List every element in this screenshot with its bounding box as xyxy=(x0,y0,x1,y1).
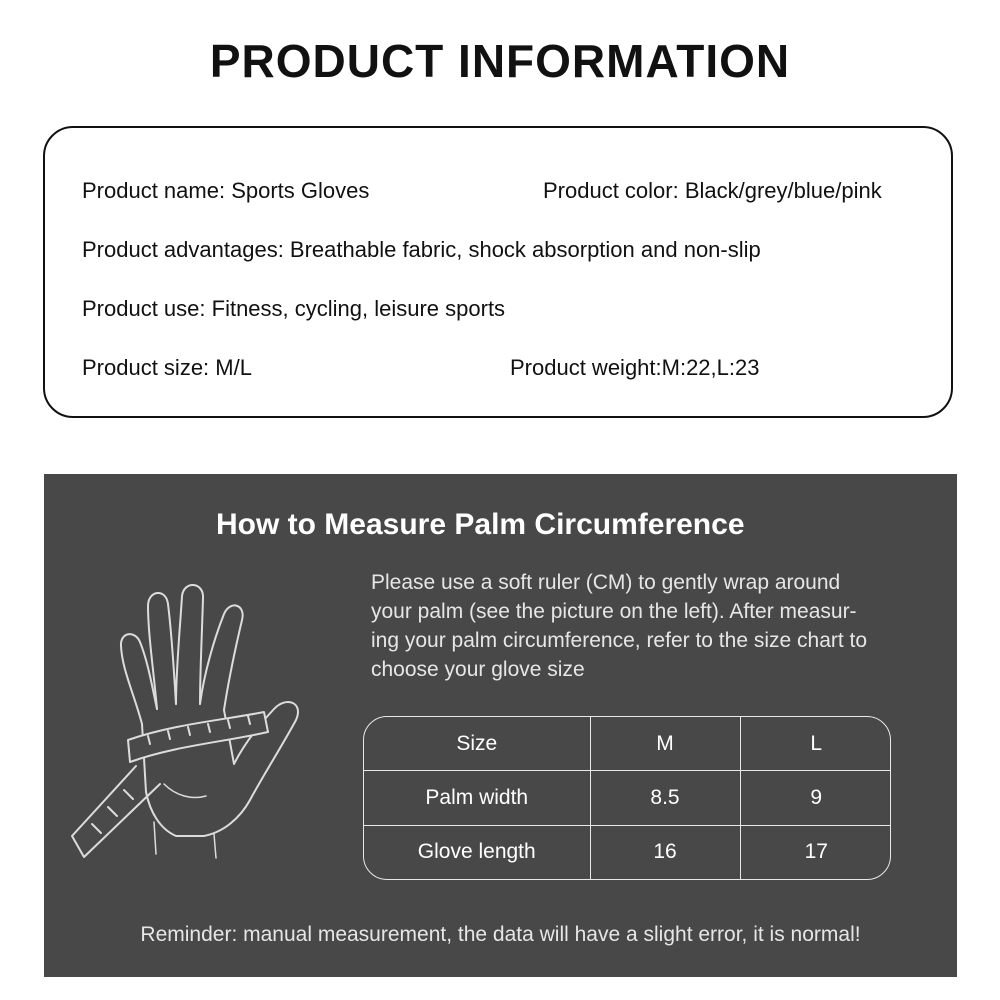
product-weight: Product weight:M:22,L:23 xyxy=(510,355,760,380)
table-cell: 9 xyxy=(740,771,891,826)
hand-with-measuring-tape-icon xyxy=(64,574,344,874)
page-title: PRODUCT INFORMATION xyxy=(209,35,791,87)
table-cell: Palm width xyxy=(364,771,590,826)
product-use: Product use: Fitness, cycling, leisure sports xyxy=(82,296,506,321)
table-row xyxy=(364,771,891,826)
product-info-box xyxy=(43,126,953,418)
instructions-line: ing your palm circumference, refer to the size chart to xyxy=(371,629,868,652)
reminder-text: Reminder: manual measurement, the data will have a slight error, it is normal! xyxy=(140,923,861,946)
table-header-cell: L xyxy=(740,717,891,771)
instructions-line: your palm (see the picture on the left). After measur- xyxy=(371,600,857,623)
table-header-cell: Size xyxy=(364,717,590,771)
measure-instructions xyxy=(371,568,951,684)
measure-title: How to Measure Palm Circumference xyxy=(216,508,745,541)
table-header-cell: M xyxy=(590,717,740,771)
table-row xyxy=(364,825,891,879)
measure-panel xyxy=(44,474,957,977)
size-chart-table xyxy=(363,716,891,880)
product-size: Product size: M/L xyxy=(82,355,252,380)
table-cell: 8.5 xyxy=(590,771,740,826)
product-name: Product name: Sports Gloves xyxy=(82,178,370,203)
table-cell: 16 xyxy=(590,825,740,879)
instructions-line: Please use a soft ruler (CM) to gently wrap around xyxy=(371,571,841,594)
product-advantages: Product advantages: Breathable fabric, shock absorption and non-slip xyxy=(82,237,761,262)
instructions-line: choose your glove size xyxy=(371,658,585,681)
product-color: Product color: Black/grey/blue/pink xyxy=(543,178,882,203)
table-header-row xyxy=(364,717,891,771)
table-cell: 17 xyxy=(804,840,828,864)
table-cell: Glove length xyxy=(364,825,590,879)
